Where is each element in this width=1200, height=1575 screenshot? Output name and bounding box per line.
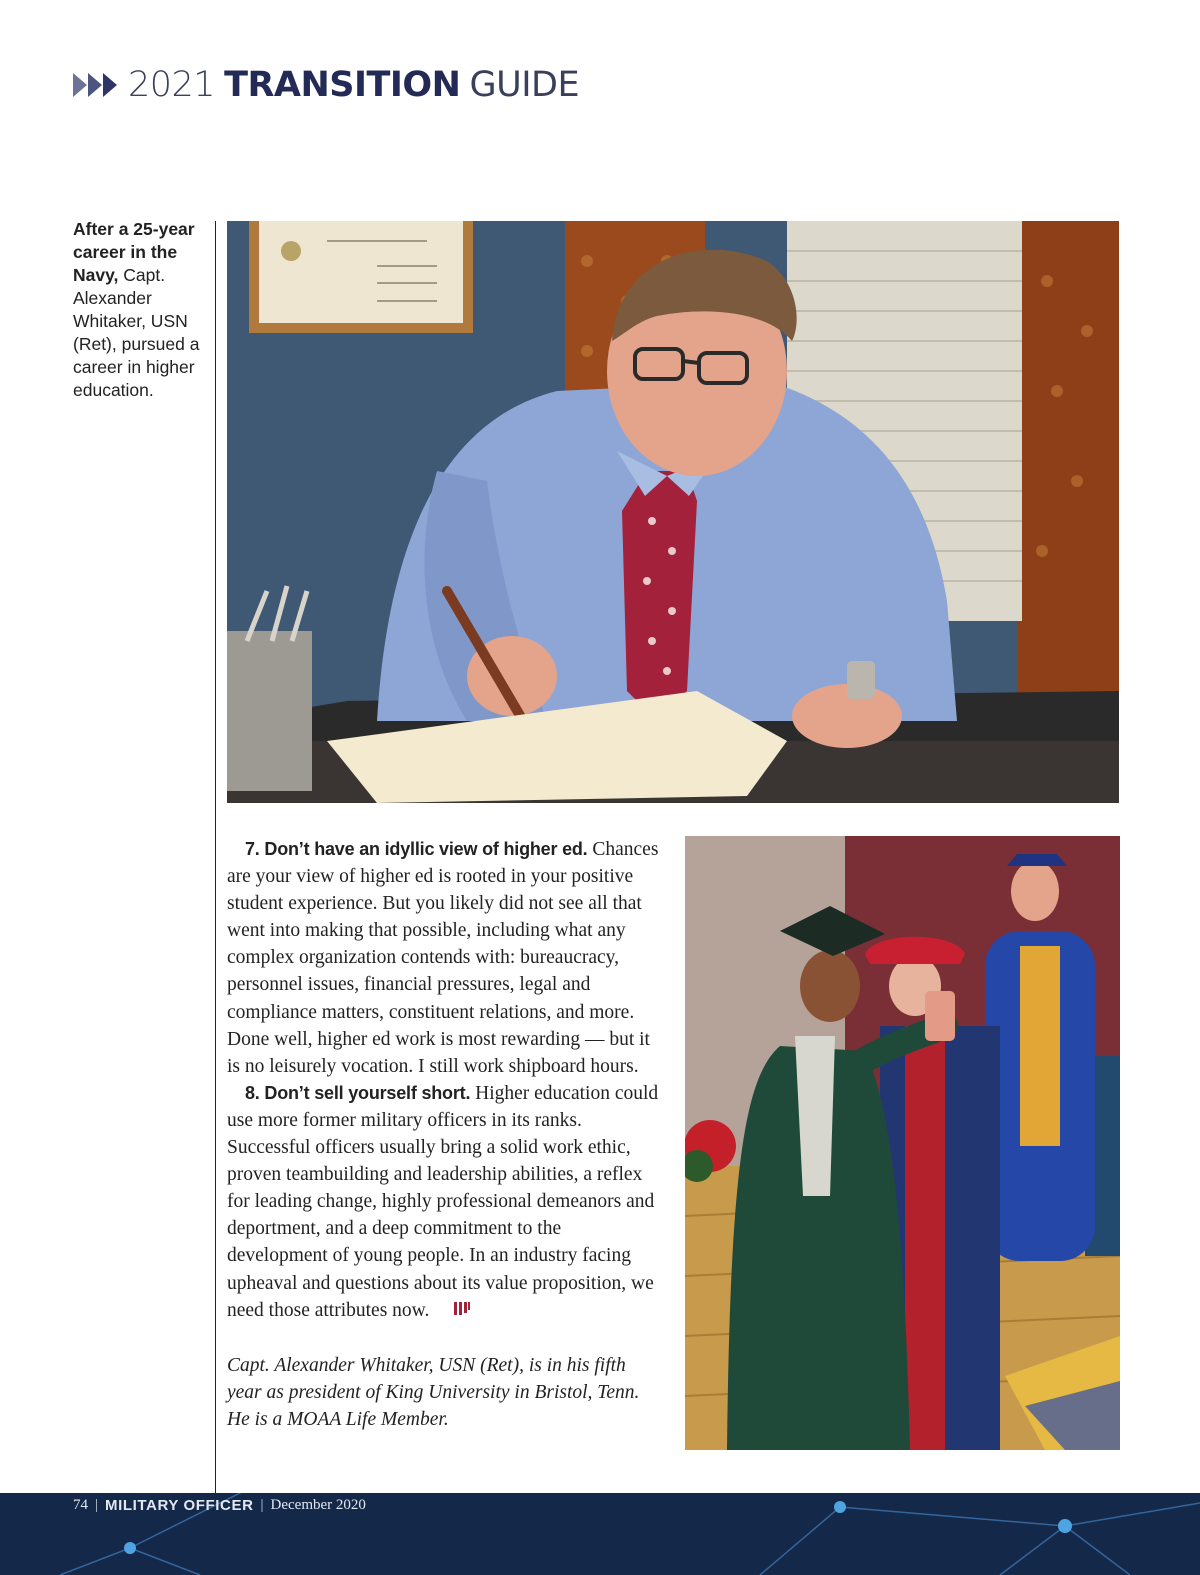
caption-bold: After a 25-year career in the Navy, [73,219,195,285]
page-number: 74 [73,1497,88,1513]
man-signing-document-photo [227,221,1119,803]
issue-date: December 2020 [270,1497,366,1513]
graduation-selfie-photo [685,836,1120,1450]
caption-text: Capt. Alexander Whitaker, USN (Ret), pursued a career in higher education. [73,265,200,400]
header-year: 2021 [128,65,216,105]
page-footer [0,1493,1200,1575]
header-title-light: GUIDE [469,65,580,105]
column-divider [215,221,216,1494]
photo-caption [73,218,208,402]
author-bio: Capt. Alexander Whitaker, USN (Ret), is in his fifth year as president of King University in Bristol, Tenn. He is a MOAA Life Member. [227,1354,640,1430]
photo-illustration [227,221,1119,803]
tip-8-heading: 8. Don’t sell yourself short. [245,1082,471,1103]
article-body [227,836,665,1433]
footer-separator: | [95,1497,99,1513]
footer-separator-2: | [260,1497,264,1513]
tip-7-paragraph [227,836,665,1080]
photo-illustration-2 [685,836,1120,1450]
footer-credits [73,1497,366,1514]
moaa-end-mark-icon [435,1298,471,1325]
triple-chevron-icon [73,73,118,97]
magazine-name: MILITARY OFFICER [105,1497,254,1514]
tip-7-text: Chances are your view of higher ed is rooted in your positive student experience. But you likely did not see all that went into making that possible, including what any complex organization contends with: bureaucracy, personnel issues, financial pressures, legal and compliance matters, constituent relations, and more. Done well, higher ed work is most rewarding — but it is no leisurely vocation. I still work shipboard hours. [227,839,659,1077]
section-header [73,62,579,108]
tip-7-heading: 7. Don’t have an idyllic view of higher ed. [245,839,588,859]
tip-8-paragraph [227,1080,665,1325]
header-title-bold: TRANSITION [224,65,461,105]
tip-8-text: Higher education could use more former military officers in its ranks. Successful officers usually bring a solid work ethic, proven teambuilding and leadership abilities, a reflex for leading change, highly professional demeanors and deportment, and a deep commitment to the development of young people. In an industry facing upheaval and questions about its value proposition, we need those attributes now. [227,1082,659,1321]
